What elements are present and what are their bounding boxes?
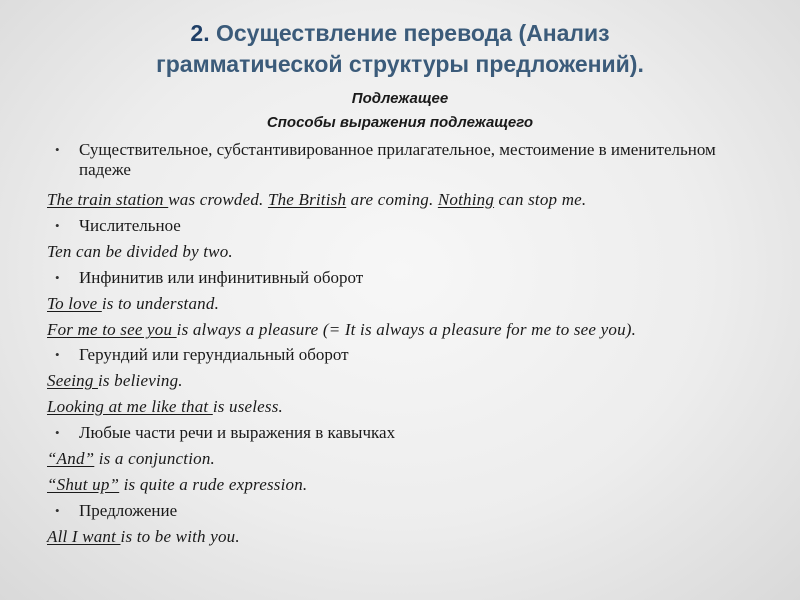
bullet-text: Герундий или герундиальный оборот bbox=[79, 345, 349, 364]
list-item-sentence bbox=[47, 499, 767, 523]
underlined-subject: The train station bbox=[47, 190, 169, 209]
list-item-infinitive bbox=[47, 266, 767, 290]
title-line2: грамматической структуры предложений). bbox=[156, 51, 644, 77]
underlined-subject: The British bbox=[267, 190, 347, 209]
list-item-numeral bbox=[47, 214, 767, 238]
underlined-subject: All I want bbox=[47, 527, 121, 546]
example-text: is to be with you. bbox=[120, 527, 240, 546]
example-line bbox=[47, 292, 767, 316]
underlined-subject: Nothing bbox=[437, 190, 495, 209]
example-line bbox=[47, 188, 767, 212]
bullet-icon: • bbox=[55, 425, 60, 440]
bullet-text: Числительное bbox=[79, 216, 181, 235]
underlined-subject: Looking at me like that bbox=[47, 397, 213, 416]
title-number: 2. bbox=[190, 20, 210, 46]
example-text: can stop me. bbox=[494, 190, 587, 209]
example-text: was crowded. bbox=[168, 190, 268, 209]
example-text: are coming. bbox=[346, 190, 438, 209]
example-line bbox=[47, 473, 767, 497]
bullet-icon: • bbox=[55, 218, 60, 233]
example-line bbox=[47, 447, 767, 471]
example-line bbox=[47, 395, 767, 419]
bullet-icon: • bbox=[55, 270, 60, 285]
example-text: is useless. bbox=[212, 397, 284, 416]
bullet-text: Предложение bbox=[79, 501, 178, 520]
bullet-text: Любые части речи и выражения в кавычках bbox=[79, 423, 396, 442]
title-line1: Осуществление перевода (Анализ bbox=[209, 20, 610, 46]
example-text: is believing. bbox=[97, 371, 183, 390]
bullet-icon: • bbox=[55, 503, 60, 518]
bullet-text: Существительное, субстантивированное прилагательное, местоимение в именительном падеже bbox=[79, 140, 716, 179]
example-line: Ten can be divided by two. bbox=[47, 242, 233, 261]
example-line bbox=[47, 525, 767, 549]
example-line bbox=[47, 319, 767, 340]
underlined-subject: For me to see you bbox=[47, 320, 177, 339]
underlined-subject: “And” bbox=[47, 449, 95, 468]
list-item-gerund bbox=[47, 343, 767, 367]
content-list bbox=[47, 138, 767, 549]
underlined-subject: To love bbox=[47, 294, 102, 313]
subheading-ways: Способы выражения подлежащего bbox=[266, 114, 534, 131]
example-text: is a conjunction. bbox=[94, 449, 215, 468]
example-text: is always a pleasure (= It is always a pleasure for me to see you). bbox=[176, 320, 637, 339]
bullet-icon: • bbox=[55, 347, 60, 362]
subheading-subject: Подлежащее bbox=[351, 90, 449, 107]
slide-title bbox=[0, 18, 800, 80]
example-text: is quite a rude expression. bbox=[119, 475, 308, 494]
bullet-text: Инфинитив или инфинитивный оборот bbox=[79, 268, 364, 287]
example-line bbox=[47, 369, 767, 393]
example-text: is to understand. bbox=[101, 294, 220, 313]
underlined-subject: Seeing bbox=[47, 371, 98, 390]
underlined-subject: “Shut up” bbox=[47, 475, 120, 494]
list-item-quoted bbox=[47, 421, 767, 445]
bullet-icon: • bbox=[55, 142, 60, 157]
list-item-noun bbox=[47, 138, 767, 182]
